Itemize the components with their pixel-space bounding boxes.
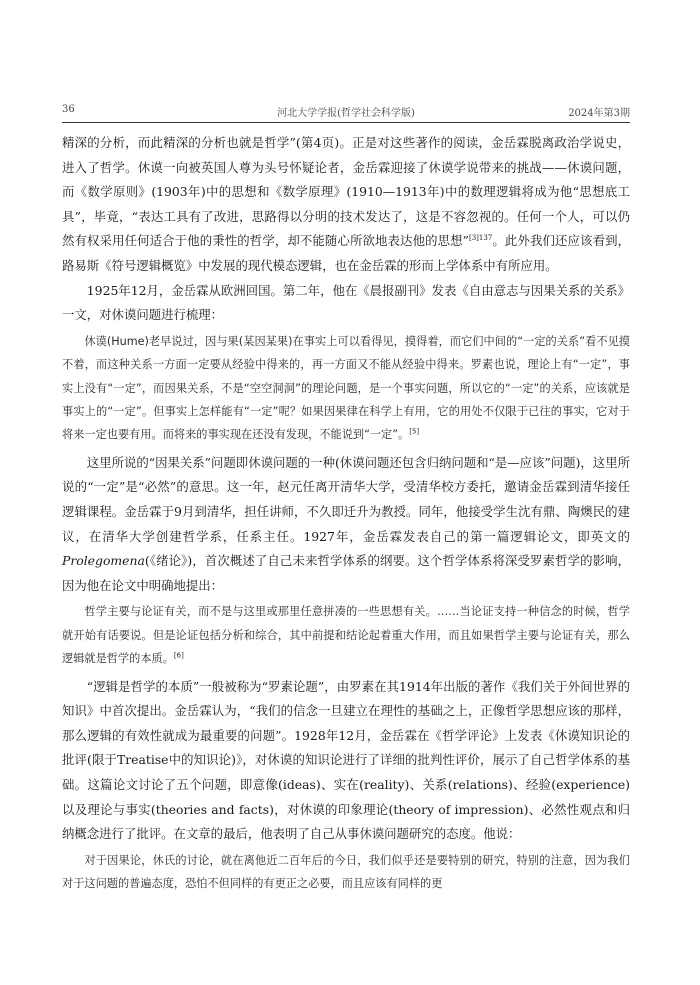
header-rule: [62, 122, 630, 123]
citation: [3]137: [469, 234, 493, 243]
paragraph: “逻辑是哲学的本质”一般被称为“罗素论题”，由罗素在其1914年出版的著作《我们关于外间世界的知识》中首次提出。金岳霖认为，“我们的信念一旦建立在理性的基础之上，正像哲学思想应该的那样，那么逻辑的有效性就成为最重要的问题”。1928年12月，金岳霖在《哲学评论》上发表《休谟知识论的批评(限于Treatise中的知识论)》，对休谟的知识论进行了详细的批判性评价，展示了自己哲学体系的基础。这篇论文讨论了五个问题，即意像(ideas)、实在(reality)、关系(relations)、经验(experience)以及理论与事实(theories and facts)，对休谟的印象理论(theory of impression)、必然性观点和归纳概念进行了批评。在文章的最后，他表明了自己从事休谟问题研究的态度。他说：: [62, 678, 630, 842]
block-quote: 休谟(Hume)老早说过，因与果(某因某果)在事实上可以看得见，摸得着，而它们中间的“一定的关系”看不见摸不着，而这种关系一方面一定要从经验中得来的，再一方面又不能从经验中得来。罗素也说，理论上有“一定”，事实上没有“一定”，而因果关系，不是“空空洞洞”的理论问题，是一个事实问题，所以它的“一定”的关系，应该就是事实上的“一定”。但事实上怎样能有“一定”呢？如果因果律在科学上有用，它的用处不仅限于已往的事实，它对于将来一定也要有用。而将来的事实现在还没有发现，不能说到“一定”。[5]: [62, 334, 630, 442]
foreign-title: Prolegomena: [62, 553, 145, 569]
issue-label: 2024年第3期: [568, 108, 630, 119]
citation: [6]: [173, 651, 184, 660]
paragraph: 这里所说的“因果关系”问题即休谟问题的一种(休谟问题还包含归纳问题和“是—应该”问题)，这里所说的“一定”是“必然”的意思。这一年，赵元任离开清华大学，受清华校方委托，邀请金岳霖到清华接任逻辑课程。金岳霖于9月到清华，担任讲师，不久即迁升为教授。同年，他接受学生沈有鼎、陶燠民的建议，在清华大学创建哲学系，任系主任。1927年，金岳霖发表自己的第一篇逻辑论文，即英文的Prolegomena(《绪论》)，首次概述了自己未来哲学体系的纲要。这个哲学体系将深受罗素哲学的影响，因为他在论文中明确地提出：: [62, 454, 630, 593]
paragraph: 精深的分析，而此精深的分析也就是哲学”(第4页)。正是对这些著作的阅读，金岳霖脱离政治学说史，进入了哲学。休谟一向被英国人尊为头号怀疑论者，金岳霖迎接了休谟学说带来的挑战——休谟问题，而《数学原则》(1903年)中的思想和《数学原理》(1910—1913年)中的数理逻辑将成为他“思想底工具”，毕竟，“表达工具有了改进，思路得以分明的技术发达了，这是不容忽视的。任何一个人，可以仍然有权采用任何适合于他的秉性的哲学，却不能随心所欲地表达他的思想”$^{[3]137}$。此外我们还应该看到，路易斯《符号逻辑概览》中发展的现代模态逻辑，也在金岳霖的形而上学体系中有所应用。: [62, 135, 631, 273]
page-number: 36: [62, 104, 75, 115]
block-quote: 哲学主要与论证有关，而不是与这里或那里任意拼凑的一些思想有关。……当论证支持一种信念的时候，哲学就开始有话要说。但是论证包括分析和综合，其中前提和结论起着重大作用，而且如果哲学主要与论证有关，那么逻辑就是哲学的本质。[6]: [62, 605, 630, 666]
article-body: [62, 131, 630, 896]
journal-title: 河北大学学报(哲学社会科学版): [277, 108, 415, 119]
citation: [5]: [409, 427, 420, 436]
paragraph: 1925年12月，金岳霖从欧洲回国。第二年，他在《晨报副刊》发表《自由意志与因果关系的关系》一文，对休谟问题进行梳理：: [62, 282, 630, 323]
running-header: [62, 104, 630, 124]
block-quote: 对于因果论，休氏的讨论，就在离他近二百年后的今日，我们似乎还是要特别的研究，特别的注意，因为我们对于这问题的普遍态度，恐怕不但同样的有更正之必要，而且应该有同样的更: [62, 853, 630, 891]
